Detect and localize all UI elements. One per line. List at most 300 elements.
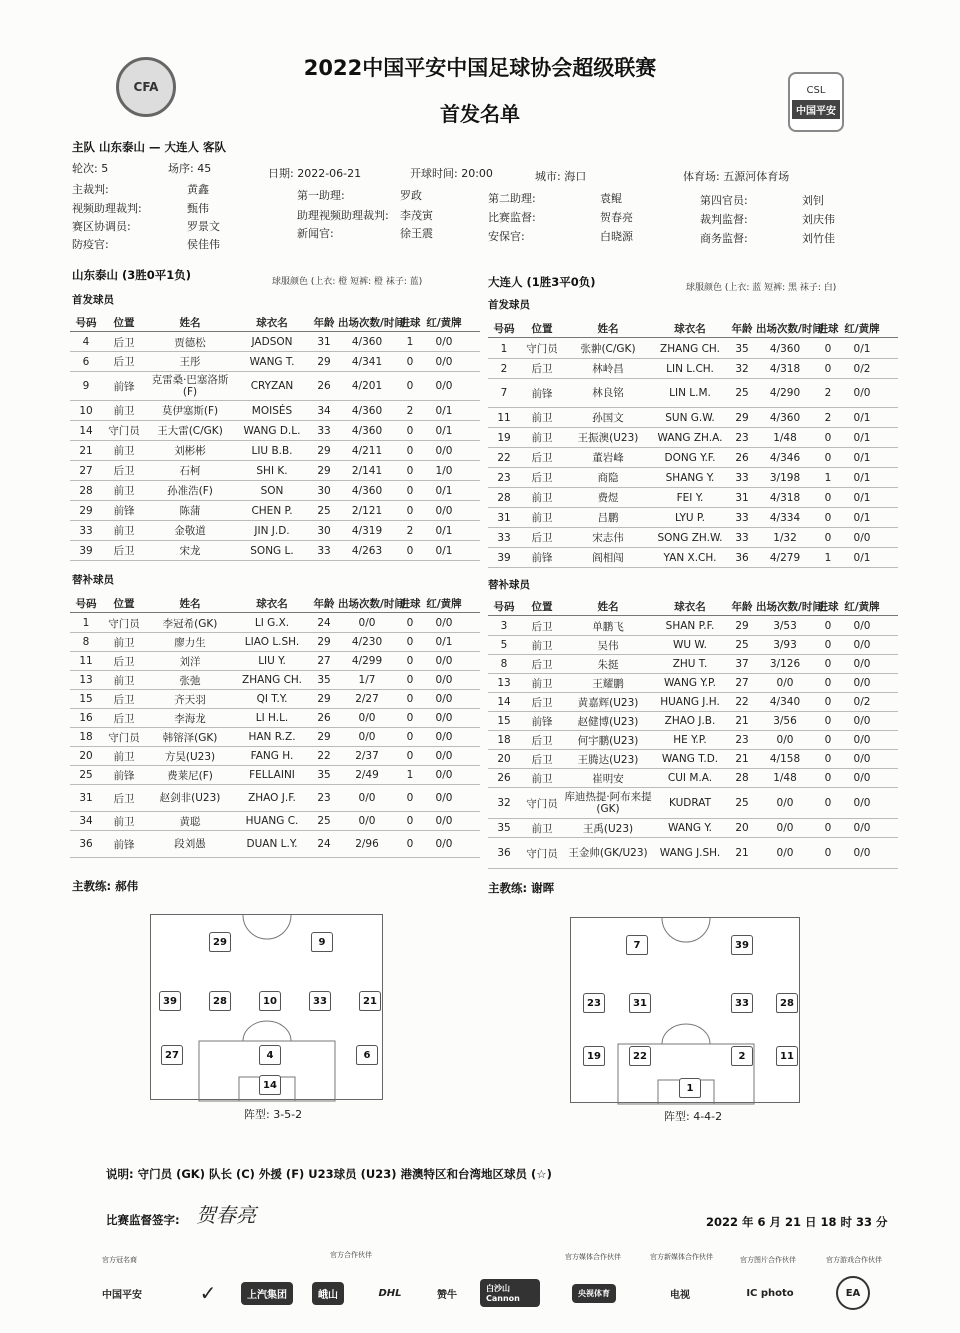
cell-cards: 0/0: [853, 658, 871, 670]
cell-shirt-name: WANG ZH.A.: [657, 431, 723, 444]
cell-shirt-name: WANG T.D.: [661, 753, 719, 765]
cell-position: 前卫: [113, 750, 135, 763]
cell-goals: 0: [824, 715, 832, 727]
cell-position: 前卫: [113, 636, 135, 649]
cell-cards: 0/1: [435, 636, 453, 648]
cell-goals: 0: [824, 847, 832, 859]
away-formation-pitch: [570, 917, 800, 1103]
cell-position: 守门员: [108, 731, 140, 744]
home-shirt-icon: 33: [309, 991, 331, 1011]
cell-shirt-name: HAN R.Z.: [248, 731, 296, 743]
cell-position: 后卫: [113, 693, 135, 706]
cell-cards: 0/0: [435, 731, 453, 743]
home-sub-row: [70, 831, 464, 857]
cell-name: 廖力生: [174, 636, 206, 649]
away-starter-row: [488, 488, 882, 507]
media-officer-label: 新闻官:: [297, 227, 334, 240]
cell-position: 前卫: [531, 772, 553, 785]
sponsor-ic-photo: IC photo: [746, 1287, 794, 1299]
cell-cards: 0/2: [853, 696, 871, 708]
cell-goals: 0: [824, 677, 832, 689]
home-sub-row: [70, 747, 464, 765]
sponsor-new-media: 电视: [670, 1289, 690, 1301]
home-sub-header-row: [70, 595, 464, 611]
cell-position: 守门员: [108, 617, 140, 630]
cell-name: 何宇鹏(U23): [577, 734, 639, 747]
cell-position: 前卫: [531, 492, 553, 504]
col-header-appearances: 出场次数/时间: [756, 600, 823, 613]
home-starter-row: [70, 541, 464, 560]
cell-cards: 0/0: [435, 674, 453, 686]
cell-name: 方昊(U23): [164, 750, 216, 763]
away-formation: 阵型: 4-4-2: [664, 1110, 723, 1123]
cell-age: 25: [735, 387, 749, 399]
cell-shirt-name: SHI K.: [256, 464, 288, 477]
cell-position: 守门员: [526, 847, 558, 860]
cell-name: 齐天羽: [174, 693, 206, 706]
cell-cards: 0/0: [435, 815, 453, 827]
cell-shirt-name: LIU B.B.: [251, 444, 293, 457]
cell-position: 后卫: [531, 696, 553, 709]
cell-shirt-name: HE Y.P.: [673, 734, 707, 746]
cell-appearances: 2/49: [355, 769, 379, 781]
cell-appearances: 3/126: [769, 658, 801, 670]
cell-age: 34: [317, 404, 331, 417]
cell-name: 王耀鹏: [592, 677, 624, 690]
cell-number: 5: [500, 639, 508, 651]
cell-goals: 0: [824, 734, 832, 746]
cell-age: 22: [735, 696, 749, 708]
home-shirt-icon: 14: [259, 1075, 281, 1095]
home-sub-row: [70, 690, 464, 708]
cell-name: 王金帅(GK/U23): [568, 847, 648, 859]
cell-goals: 0: [824, 531, 832, 544]
cell-appearances: 0/0: [776, 797, 794, 809]
cell-cards: 0/0: [435, 792, 453, 804]
home-starter-row: [70, 441, 464, 460]
cell-cards: 0/0: [435, 655, 453, 667]
cell-goals: 0: [824, 491, 832, 504]
cell-position: 守门员: [526, 343, 558, 355]
home-team-name: 山东泰山 (3胜0平1负): [72, 268, 192, 282]
cell-goals: 0: [406, 655, 414, 667]
home-starter-row: [70, 521, 464, 540]
referee: 黄鑫: [187, 183, 209, 196]
var: 甄伟: [187, 202, 209, 215]
cell-goals: 2: [824, 411, 832, 424]
away-sub-row: [488, 819, 882, 837]
cell-age: 31: [317, 336, 331, 348]
cell-appearances: 0/0: [358, 712, 376, 724]
sponsor-cannon: 白沙山 Cannon: [480, 1276, 540, 1310]
coordinator-label: 赛区协调员:: [72, 220, 131, 233]
cell-shirt-name: HUANG C.: [245, 815, 299, 827]
away-starter-row: [488, 339, 882, 358]
cell-number: 2: [500, 362, 508, 375]
cell-goals: 0: [406, 504, 414, 517]
cell-number: 1: [500, 342, 508, 355]
cell-age: 35: [735, 342, 749, 355]
home-shirt-icon: 10: [259, 991, 281, 1011]
col-header-shirt-name: 球衣名: [256, 597, 288, 610]
match-commissioner-label: 比赛监督:: [488, 211, 536, 224]
cell-position: 前卫: [531, 432, 553, 444]
cell-age: 25: [735, 797, 749, 809]
cell-appearances: 4/360: [769, 411, 801, 424]
cell-number: 8: [82, 636, 90, 648]
cell-name: 金敬道: [174, 525, 206, 537]
cell-name: 黄聪: [179, 815, 201, 828]
col-header-age: 年龄: [313, 597, 335, 610]
cell-name: 吕鹏: [597, 512, 619, 524]
sponsor-pingan: 中国平安: [102, 1289, 142, 1301]
cell-cards: 0/0: [853, 847, 871, 859]
away-shirt-icon: 23: [583, 993, 605, 1013]
home-starter-header-row: [70, 314, 464, 330]
cell-position: 前卫: [113, 405, 135, 417]
cell-goals: 0: [406, 484, 414, 497]
home-shirt-icon: 27: [161, 1045, 183, 1065]
cell-goals: 0: [406, 444, 414, 457]
cell-position: 后卫: [531, 452, 553, 464]
cell-age: 33: [317, 544, 331, 557]
cell-number: 36: [79, 838, 93, 850]
cell-appearances: 0/0: [776, 677, 794, 689]
col-header-age: 年龄: [731, 322, 753, 335]
cell-goals: 0: [824, 639, 832, 651]
cell-age: 33: [735, 531, 749, 544]
match-order: 场序: 45: [168, 162, 212, 175]
cell-number: 6: [82, 355, 90, 368]
cell-cards: 0/0: [853, 677, 871, 689]
cell-name: 贾德松: [174, 336, 206, 349]
cell-name: 王禹(U23): [582, 822, 634, 835]
col-header-age: 年龄: [731, 600, 753, 613]
away-starters-table: [488, 320, 903, 570]
cell-position: 后卫: [113, 655, 135, 668]
cell-goals: 1: [406, 769, 414, 781]
cell-goals: 1: [824, 471, 832, 484]
cell-number: 8: [500, 658, 508, 670]
cell-number: 14: [79, 424, 93, 437]
home-sub-row: [70, 766, 464, 784]
cell-age: 22: [317, 750, 331, 762]
cell-goals: 2: [406, 404, 414, 417]
away-shirt-icon: 19: [583, 1046, 605, 1066]
cell-age: 27: [317, 655, 331, 667]
cell-age: 26: [317, 380, 331, 392]
cell-cards: 0/0: [435, 355, 453, 368]
cell-position: 后卫: [531, 753, 553, 766]
cell-position: 后卫: [531, 620, 553, 633]
cell-position: 后卫: [113, 336, 135, 349]
cell-name: 李冠希(GK): [162, 617, 218, 630]
sign-time: 2022 年 6 月 21 日 18 时 33 分: [706, 1215, 888, 1229]
cell-age: 29: [317, 731, 331, 743]
cell-cards: 0/1: [435, 404, 453, 417]
away-sub-row: [488, 636, 882, 654]
cell-cards: 0/1: [853, 471, 871, 484]
cell-number: 19: [497, 431, 511, 444]
home-shirt-icon: 39: [159, 991, 181, 1011]
cell-age: 24: [317, 838, 331, 850]
col-header-number: 号码: [493, 600, 515, 613]
row-divider: [488, 337, 898, 338]
var-label: 视频助理裁判:: [72, 202, 142, 215]
cell-number: 18: [497, 734, 511, 746]
cell-cards: 0/1: [853, 491, 871, 504]
cell-number: 15: [79, 693, 93, 705]
business-label: 商务监督:: [700, 232, 748, 245]
cell-cards: 0/0: [435, 838, 453, 850]
cell-cards: 0/0: [435, 750, 453, 762]
col-header-shirt-name: 球衣名: [674, 322, 706, 335]
cell-name: 黄嘉辉(U23): [577, 696, 639, 709]
home-starters-table: [70, 314, 485, 564]
cell-number: 13: [497, 677, 511, 689]
cell-number: 36: [497, 847, 511, 859]
cell-number: 33: [497, 531, 511, 544]
cell-cards: 0/1: [853, 511, 871, 524]
cell-age: 26: [317, 712, 331, 724]
away-sub-row: [488, 674, 882, 692]
cell-number: 28: [79, 484, 93, 497]
cell-cards: 0/0: [435, 336, 453, 348]
referee-assessor-label: 裁判监督:: [700, 213, 748, 226]
away-shirt-icon: 33: [731, 993, 753, 1013]
health-label: 防疫官:: [72, 238, 109, 251]
cell-goals: 0: [406, 815, 414, 827]
away-team-name: 大连人 (1胜3平0负): [488, 275, 596, 289]
coordinator: 罗景文: [187, 220, 220, 233]
cell-goals: 0: [406, 424, 414, 437]
cell-cards: 0/0: [853, 772, 871, 784]
ar1: 罗政: [400, 189, 422, 202]
cell-cards: 0/0: [853, 822, 871, 834]
home-shirt-icon: 29: [209, 932, 231, 952]
cell-name: 朱挺: [597, 658, 619, 671]
cell-position: 前锋: [113, 838, 135, 851]
signature-label: 比赛监督签字:: [106, 1213, 180, 1227]
away-starter-row: [488, 408, 882, 427]
home-starters-label: 首发球员: [72, 294, 114, 306]
cell-cards: 0/0: [853, 734, 871, 746]
cell-shirt-name: YAN X.CH.: [663, 551, 717, 564]
row-divider: [70, 331, 480, 332]
cell-goals: 0: [824, 342, 832, 355]
cell-age: 23: [317, 792, 331, 804]
cell-age: 33: [735, 511, 749, 524]
cell-appearances: 4/318: [769, 362, 801, 375]
cell-goals: 0: [824, 797, 832, 809]
kickoff-time: 开球时间: 20:00: [410, 167, 493, 180]
cell-shirt-name: WU W.: [673, 639, 707, 651]
game-partner-label: 官方游戏合作伙伴: [826, 1256, 882, 1264]
cell-cards: 0/0: [435, 380, 453, 392]
cell-appearances: 4/340: [769, 696, 801, 708]
cell-appearances: 2/141: [351, 464, 383, 477]
col-header-cards: 红/黄牌: [844, 322, 880, 335]
away-shirt-icon: 22: [629, 1046, 651, 1066]
cell-number: 14: [497, 696, 511, 708]
cell-name: 林良铭: [592, 387, 624, 399]
cell-appearances: 0/0: [358, 617, 376, 629]
ar2-label: 第二助理:: [488, 192, 536, 205]
security-officer: 白晓源: [600, 230, 633, 243]
cell-cards: 0/0: [435, 693, 453, 705]
cell-age: 29: [317, 355, 331, 368]
cell-age: 29: [317, 636, 331, 648]
row-divider: [70, 857, 480, 858]
away-starter-row: [488, 428, 882, 447]
cell-goals: 0: [406, 380, 414, 392]
cell-cards: 0/0: [435, 444, 453, 457]
cell-cards: 0/0: [853, 797, 871, 809]
cell-name: 林岭昌: [592, 363, 624, 375]
cell-goals: 0: [406, 544, 414, 557]
cell-name: 石柯: [179, 465, 201, 477]
away-starter-row: [488, 548, 882, 567]
cell-appearances: 1/7: [358, 674, 376, 686]
cell-shirt-name: SUN G.W.: [665, 411, 715, 424]
cell-position: 前锋: [113, 505, 135, 517]
cell-cards: 0/2: [853, 362, 871, 375]
cell-position: 前锋: [113, 769, 135, 782]
cell-shirt-name: WANG T.: [249, 355, 295, 368]
home-subs-label: 替补球员: [72, 574, 114, 586]
cell-position: 前卫: [113, 445, 135, 457]
col-header-position: 位置: [531, 600, 553, 613]
cell-appearances: 4/290: [769, 387, 801, 399]
cell-name: 单鹏飞: [592, 620, 624, 633]
home-coach: 主教练: 郝伟: [72, 879, 139, 893]
cell-shirt-name: JADSON: [251, 336, 293, 348]
cell-position: 前卫: [531, 512, 553, 524]
cell-position: 后卫: [113, 712, 135, 725]
cell-number: 31: [79, 792, 93, 804]
cell-number: 32: [497, 797, 511, 809]
cell-shirt-name: SHANG Y.: [665, 471, 715, 484]
away-starter-row: [488, 468, 882, 487]
cell-goals: 0: [406, 355, 414, 368]
page-subtitle: 首发名单: [440, 102, 520, 126]
cell-age: 25: [317, 504, 331, 517]
cell-age: 32: [735, 362, 749, 375]
cell-age: 31: [735, 491, 749, 504]
home-shirt-icon: 21: [359, 991, 381, 1011]
avar: 李茂寅: [400, 209, 433, 222]
cell-appearances: 0/0: [776, 847, 794, 859]
cell-position: 前卫: [531, 822, 553, 835]
cell-age: 21: [735, 715, 749, 727]
cell-age: 25: [735, 639, 749, 651]
col-header-name: 姓名: [179, 597, 201, 610]
cell-name: 吴伟: [597, 639, 619, 652]
cell-goals: 0: [406, 464, 414, 477]
away-sub-row: [488, 731, 882, 749]
away-coach: 主教练: 谢晖: [488, 881, 555, 895]
cell-appearances: 4/318: [769, 491, 801, 504]
cell-number: 16: [79, 712, 93, 724]
csl-logo: CSL 中国平安: [788, 72, 844, 132]
cell-goals: 0: [824, 772, 832, 784]
away-starter-row: [488, 528, 882, 547]
cell-shirt-name: FANG H.: [250, 750, 294, 762]
home-subs-table: [70, 595, 485, 875]
cell-shirt-name: ZHAO J.B.: [664, 715, 716, 727]
cell-appearances: 4/360: [351, 336, 383, 348]
cell-appearances: 0/0: [776, 734, 794, 746]
cell-goals: 2: [824, 387, 832, 399]
cell-position: 前卫: [113, 485, 135, 497]
ar2: 袁鲲: [600, 192, 622, 205]
cell-number: 13: [79, 674, 93, 686]
cell-age: 21: [735, 847, 749, 859]
cell-appearances: 4/360: [769, 342, 801, 355]
page-title: 2022中国平安中国足球协会超级联赛: [303, 56, 657, 80]
col-header-shirt-name: 球衣名: [256, 316, 288, 329]
fourth-official-label: 第四官员:: [700, 194, 748, 207]
cell-age: 29: [317, 444, 331, 457]
cell-number: 25: [79, 769, 93, 781]
cell-appearances: 4/230: [351, 636, 383, 648]
cell-name: 王彤: [179, 356, 201, 368]
cell-shirt-name: DUAN L.Y.: [246, 838, 298, 850]
cell-position: 前卫: [113, 525, 135, 537]
cell-cards: 0/0: [435, 617, 453, 629]
ar1-label: 第一助理:: [297, 189, 345, 202]
business-officer: 刘竹佳: [802, 232, 835, 245]
col-header-appearances: 出场次数/时间: [338, 316, 405, 329]
cell-appearances: 4/201: [351, 380, 383, 392]
home-starter-row: [70, 421, 464, 440]
cell-number: 29: [79, 504, 93, 517]
home-starter-row: [70, 352, 464, 371]
cell-number: 33: [79, 524, 93, 537]
cell-goals: 0: [406, 636, 414, 648]
col-header-appearances: 出场次数/时间: [756, 322, 823, 335]
home-starter-row: [70, 401, 464, 420]
cell-name: 赵剑非(U23): [159, 792, 221, 804]
cell-appearances: 4/360: [351, 424, 383, 437]
col-header-number: 号码: [75, 597, 97, 610]
referee-assessor: 刘庆伟: [802, 213, 835, 226]
cell-shirt-name: LIAO L.SH.: [244, 636, 300, 648]
teams-line: 主队 山东泰山 — 大连人 客队: [72, 140, 227, 154]
away-starter-row: [488, 359, 882, 378]
cell-age: 35: [317, 674, 331, 686]
cell-age: 25: [317, 815, 331, 827]
cell-cards: 0/0: [435, 504, 453, 517]
cell-shirt-name: LYU P.: [675, 511, 705, 524]
cell-shirt-name: LIU Y.: [258, 655, 286, 667]
cell-shirt-name: FEI Y.: [676, 491, 704, 504]
cell-goals: 0: [406, 712, 414, 724]
match-commissioner: 贺春亮: [600, 211, 633, 224]
cell-goals: 2: [406, 524, 414, 537]
cell-age: 36: [735, 551, 749, 564]
cell-shirt-name: HUANG J.H.: [660, 696, 720, 708]
home-sub-row: [70, 671, 464, 689]
col-header-position: 位置: [531, 322, 553, 335]
cell-cards: 0/0: [853, 620, 871, 632]
cell-name: 孙国文: [592, 412, 624, 424]
col-header-age: 年龄: [313, 316, 335, 329]
security-label: 安保官:: [488, 230, 525, 243]
col-header-number: 号码: [493, 322, 515, 335]
cell-position: 前锋: [531, 387, 553, 400]
away-sub-row: [488, 655, 882, 673]
